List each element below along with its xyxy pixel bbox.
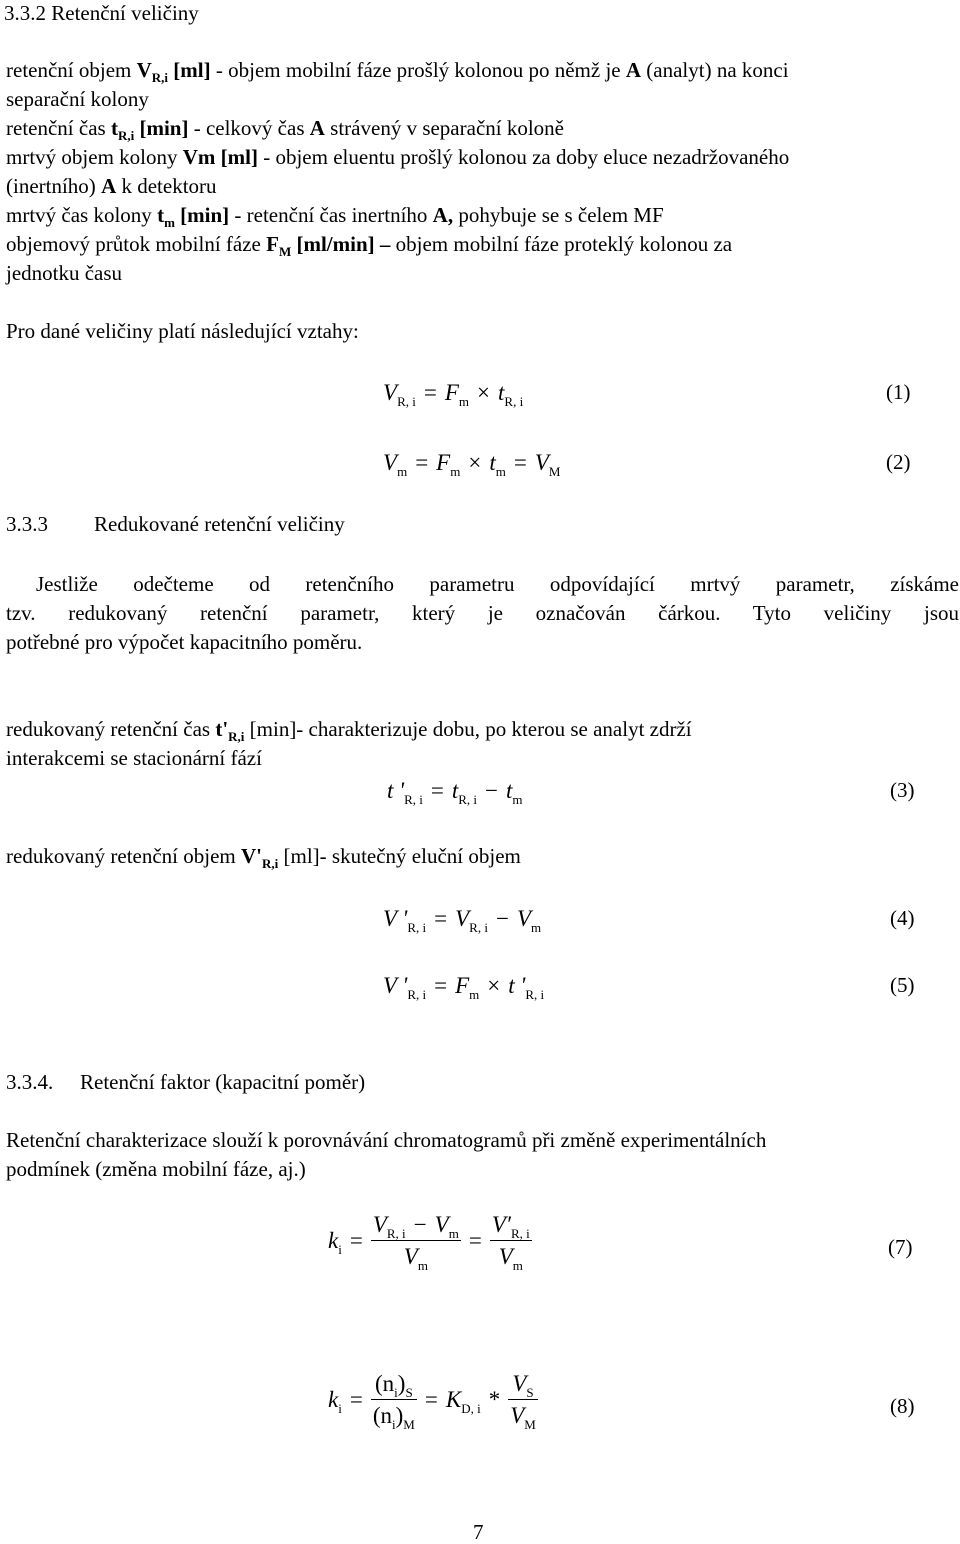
section-heading-3-3-4: Retenční faktor (kapacitní poměr) xyxy=(80,1070,366,1094)
def-dead-volume: mrtvý objem kolony Vm [ml] - objem eluentu prošlý kolonou za doby eluce nezadržovaného xyxy=(6,145,790,169)
equation-8-number: (8) xyxy=(890,1394,915,1418)
section-heading-3-3-3: Redukované retenční veličiny xyxy=(94,512,345,536)
def-text: retenční objem xyxy=(6,58,137,82)
def-text: (analyt) na konci xyxy=(641,58,789,82)
equation-8-fraction-1: $\frac{(n_i)_S}{(n_i)_M}$ xyxy=(372,1371,415,1432)
equation-1-number: (1) xyxy=(886,380,911,404)
equation-5-number: (5) xyxy=(890,973,915,997)
section-number-3-3-4: 3.3.4. xyxy=(6,1070,54,1094)
equation-4: V '$_{R, i} = V_{R, i} - V_m$ xyxy=(383,906,542,935)
def-retention-volume-cont: separační kolony xyxy=(6,87,149,111)
paragraph-1-line-3: potřebné pro výpočet kapacitního poměru. xyxy=(6,630,363,654)
def-retention-volume xyxy=(6,60,789,84)
def-retention-time: retenční čas $t_{R,i}$ [min] - celkový čas A strávený v separační koloně xyxy=(6,116,565,143)
equation-7-number: (7) xyxy=(888,1235,913,1259)
equation-2: $V_m = F_m \times t_m = V_M$ xyxy=(383,450,561,479)
paragraph-1-line-2: tzv. redukovaný retenční parametr, který je označován čárkou. Tyto veličiny jsou xyxy=(6,601,959,625)
relations-intro: Pro dané veličiny platí následující vztahy: xyxy=(6,319,359,343)
equation-1: $V_{R, i} = F_m \times t_{R, i}$ xyxy=(383,380,524,409)
def-flow-rate-cont: jednotku času xyxy=(6,261,123,285)
def-dead-volume-cont: (inertního) A k detektoru xyxy=(6,174,217,198)
def-reduced-time: redukovaný retenční čas $t'_{R,i}$ [min]- charakterizuje dobu, po kterou se analyt zdrží xyxy=(6,717,692,744)
def-analyte: A xyxy=(625,58,642,82)
equation-3: t '$_{R, i} = t_{R, i} - t_m$ xyxy=(387,778,523,807)
def-reduced-volume: redukovaný retenční objem $V'_{R,i}$ [ml]- skutečný eluční objem xyxy=(6,844,521,871)
def-reduced-time-cont: interakcemi se stacionární fází xyxy=(6,746,262,770)
equation-8-fraction-2: $\frac{V_S}{V_M}$ xyxy=(510,1371,536,1432)
def-symbol: $V_{R,i}$ [ml] xyxy=(136,58,211,85)
section-heading-3-3-2: 3.3.2 Retenční veličiny xyxy=(4,1,199,25)
equation-7-fraction-1: $\frac{V_{R, i} - V_m}{V_m}$ xyxy=(372,1212,459,1273)
paragraph-2-line-1: Retenční charakterizace slouží k porovnávání chromatogramů při změně experimentálních xyxy=(6,1128,767,1152)
def-flow-rate: objemový průtok mobilní fáze $F_M$ [ml/min] – objem mobilní fáze proteklý kolonou za xyxy=(6,232,733,259)
equation-7-fraction-2: $\frac{V'_{R, i}}{V_m}$ xyxy=(491,1212,530,1273)
paragraph-1-line-1: Jestliže odečteme od retenčního parametru odpovídající mrtvý parametr, získáme xyxy=(36,572,959,596)
equation-5: V '$_{R, i} = F_m \times t$ '$_{R, i}$ xyxy=(383,973,545,1002)
equation-3-number: (3) xyxy=(890,778,915,802)
equation-8: $k_i$ = $\frac{(n_i)_S}{(n_i)_M}$ = $K_{D, i}$ * $\frac{V_S}{V_M}$ xyxy=(328,1371,536,1432)
def-dead-time: mrtvý čas kolony $t_m$ [min] - retenční čas inertního A, pohybuje se s čelem MF xyxy=(6,203,664,230)
paragraph-2-line-2: podmínek (změna mobilní fáze, aj.) xyxy=(6,1157,306,1181)
equation-4-number: (4) xyxy=(890,906,915,930)
equation-7: $k_i$ = $\frac{V_{R, i} - V_m}{V_m}$ = $\frac{V'_{R, i}}{V_m}$ xyxy=(328,1212,530,1273)
def-text: - objem mobilní fáze prošlý kolonou po němž je xyxy=(210,58,626,82)
section-number-3-3-3: 3.3.3 xyxy=(6,512,48,536)
equation-2-number: (2) xyxy=(886,450,911,474)
page-number: 7 xyxy=(473,1520,484,1544)
